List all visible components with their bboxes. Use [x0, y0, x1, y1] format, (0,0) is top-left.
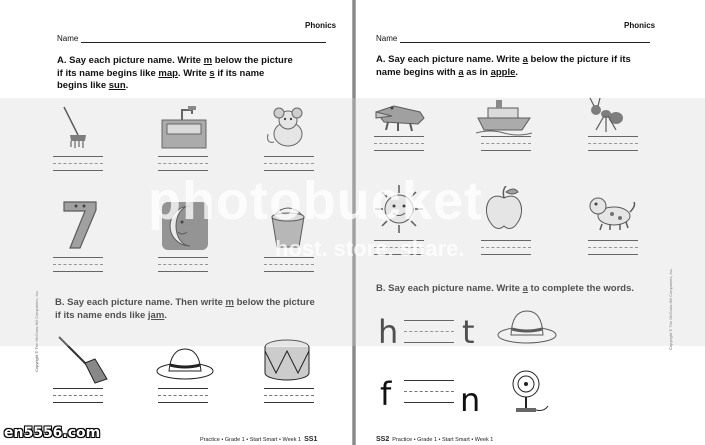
- text: .: [125, 80, 129, 91]
- text: A. Say each picture name. Write: [57, 55, 204, 66]
- right-section-a-instructions: [376, 54, 631, 79]
- text: below the picture if its name begins like: [57, 55, 293, 79]
- text: jam: [147, 309, 165, 321]
- text: A. Say each picture name. Write: [376, 54, 523, 65]
- watermark-tagline: host. store. share.: [275, 236, 465, 261]
- left-side-note: Copyright © The McGraw-Hill Companies, Inc.: [34, 289, 39, 372]
- text: as in: [463, 66, 491, 78]
- text: sun: [108, 80, 126, 91]
- text: B. Say each picture name. Then write: [55, 297, 226, 308]
- text: a: [522, 54, 528, 65]
- text: . Write: [177, 67, 210, 79]
- left-subject: Phonics: [305, 21, 337, 30]
- fan-icon: [508, 368, 552, 414]
- word2-end-letter: n: [460, 381, 481, 419]
- right-footer: [376, 436, 493, 443]
- watermark-logo: photobucket: [148, 171, 483, 231]
- text: a: [522, 283, 528, 294]
- text: B. Say each picture name. Write: [376, 283, 523, 294]
- right-subject: Phonics: [624, 21, 656, 30]
- text: map: [158, 67, 178, 79]
- write-line[interactable]: [53, 388, 103, 402]
- text: m: [225, 297, 234, 308]
- left-name-label: Name: [57, 34, 79, 43]
- hat-icon: [155, 343, 215, 381]
- word2-start-letter: f: [380, 375, 392, 413]
- right-name-row: [376, 34, 650, 43]
- text: to complete the words.: [527, 283, 635, 294]
- right-side-note: Copyright © The McGraw-Hill Companies, Inc.: [668, 267, 673, 350]
- right-page-code: SS2: [376, 436, 390, 443]
- left-section-a-instructions: [57, 55, 297, 93]
- text: below the picture if its name begins with: [376, 54, 631, 78]
- word1-end-letter: t: [462, 313, 475, 351]
- right-name-line: [400, 34, 650, 43]
- left-footer-text: Practice • Grade 1 • Start Smart • Week 1: [200, 437, 302, 443]
- text: s: [209, 67, 215, 79]
- text: below the picture if its name ends like: [55, 297, 315, 321]
- text: if its name begins like: [57, 67, 265, 91]
- site-watermark: en5556.com: [4, 425, 101, 441]
- right-name-label: Name: [376, 34, 398, 43]
- right-footer-text: Practice • Grade 1 • Start Smart • Week 1: [392, 437, 494, 443]
- left-page-code: SS1: [304, 436, 318, 443]
- write-line[interactable]: [158, 388, 208, 402]
- write-line[interactable]: [264, 388, 314, 402]
- word2-blank[interactable]: [404, 380, 454, 402]
- text: .: [515, 66, 519, 78]
- left-footer: [200, 436, 317, 443]
- word1-start-letter: h: [378, 313, 399, 351]
- text: m: [203, 55, 213, 66]
- left-name-row: [57, 34, 326, 43]
- text: .: [164, 309, 167, 321]
- left-name-line: [81, 34, 326, 43]
- text: a: [458, 66, 464, 78]
- text: apple: [490, 66, 516, 78]
